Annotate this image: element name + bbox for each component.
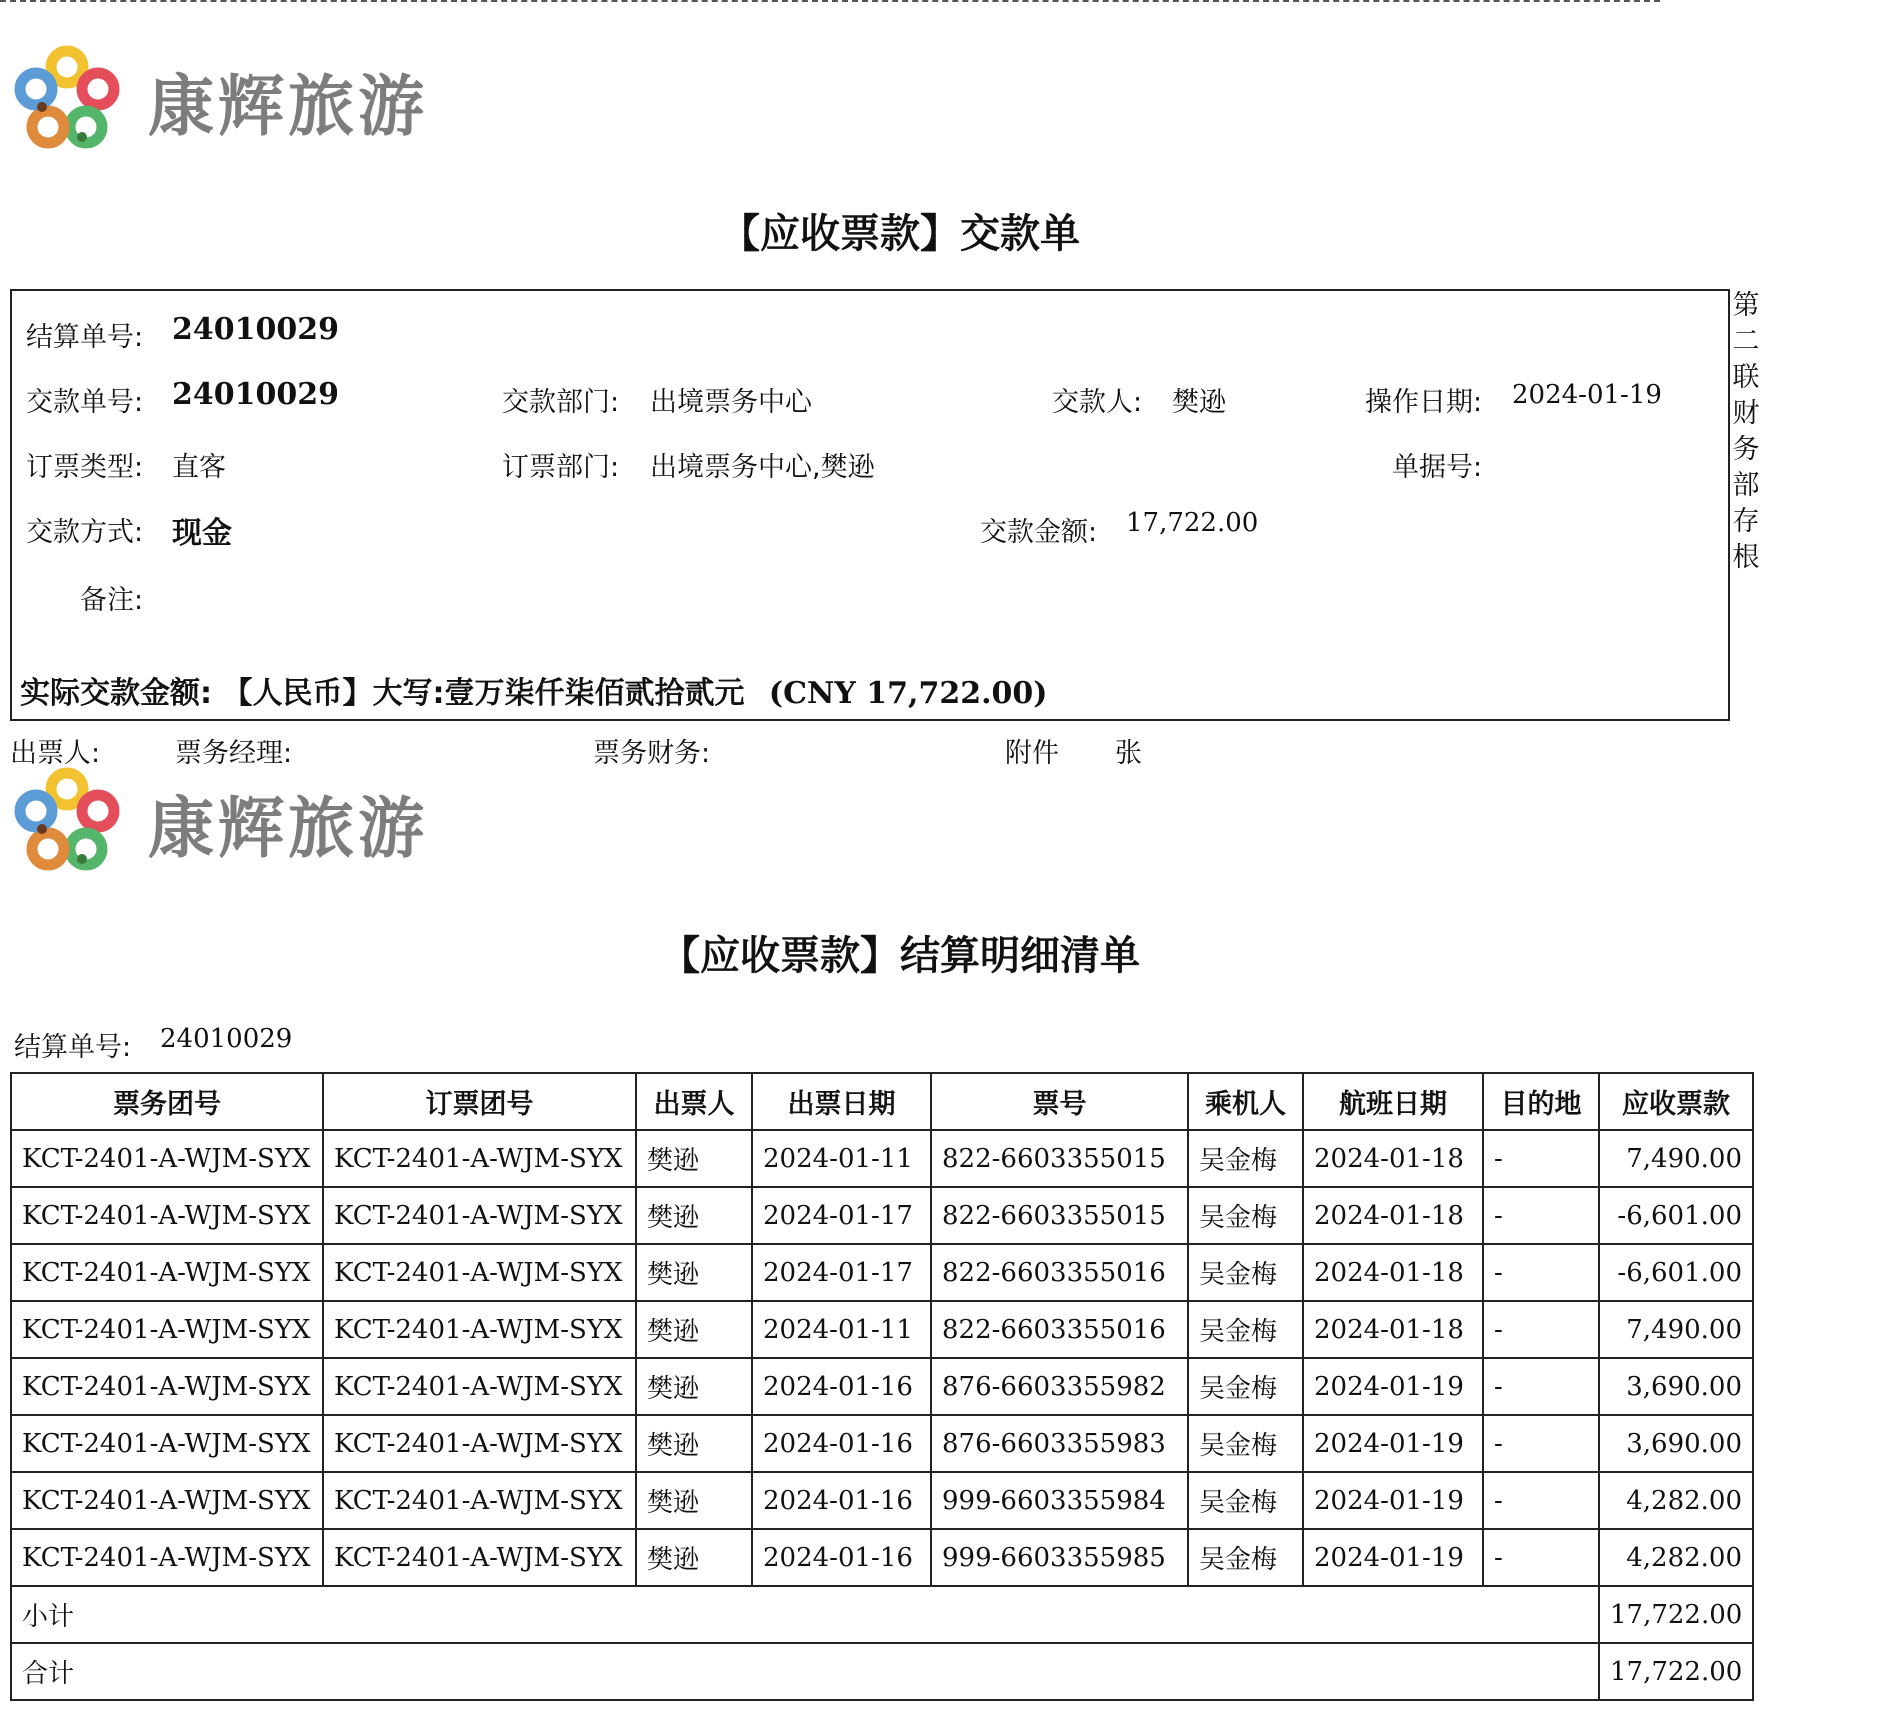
flight-date-cell: 2024-01-19: [1303, 1415, 1483, 1472]
issue-date-cell: 2024-01-16: [752, 1415, 931, 1472]
header-ticket-no: 票号: [931, 1073, 1188, 1130]
ticket-group-cell: KCT-2401-A-WJM-SYX: [11, 1244, 323, 1301]
flight-date-cell: 2024-01-19: [1303, 1472, 1483, 1529]
flight-date-cell: 2024-01-19: [1303, 1358, 1483, 1415]
table-row: [11, 1358, 1753, 1415]
flower-logo-icon: [12, 45, 122, 155]
total-row: [11, 1643, 1753, 1700]
attachment-label: 附件: [1005, 738, 1059, 769]
actual-amount-cny: (CNY 17,722.00): [768, 676, 1048, 711]
order-group-cell: KCT-2401-A-WJM-SYX: [323, 1529, 636, 1586]
pay-dept-label: 交款部门:: [502, 387, 620, 418]
order-group-cell: KCT-2401-A-WJM-SYX: [323, 1301, 636, 1358]
passenger-cell: 吴金梅: [1188, 1130, 1303, 1187]
destination-cell: -: [1483, 1529, 1599, 1586]
flight-date-cell: 2024-01-19: [1303, 1529, 1483, 1586]
issuer-cell: 樊逊: [636, 1187, 752, 1244]
issue-date-cell: 2024-01-16: [752, 1529, 931, 1586]
settle-no-value: 24010029: [172, 312, 339, 347]
amount-label: 交款金额:: [980, 517, 1098, 548]
receivable-cell: 4,282.00: [1599, 1529, 1753, 1586]
header-passenger: 乘机人: [1188, 1073, 1303, 1130]
flight-date-cell: 2024-01-18: [1303, 1244, 1483, 1301]
company-logo: [12, 40, 432, 160]
flight-date-cell: 2024-01-18: [1303, 1130, 1483, 1187]
settle-no-label: 结算单号:: [26, 322, 144, 353]
issuer-cell: 樊逊: [636, 1244, 752, 1301]
issue-date-cell: 2024-01-16: [752, 1358, 931, 1415]
receivable-cell: -6,601.00: [1599, 1244, 1753, 1301]
header-receivable: 应收票款: [1599, 1073, 1753, 1130]
attachment-unit: 张: [1115, 738, 1142, 769]
ticket-group-cell: KCT-2401-A-WJM-SYX: [11, 1529, 323, 1586]
finance-sign-label: 票务财务:: [593, 738, 711, 769]
receipt-title: 【应收票款】交款单: [720, 211, 1080, 257]
total-label: 合计: [11, 1643, 1599, 1700]
order-group-cell: KCT-2401-A-WJM-SYX: [323, 1244, 636, 1301]
passenger-cell: 吴金梅: [1188, 1301, 1303, 1358]
table-row: [11, 1415, 1753, 1472]
op-date-label: 操作日期:: [1365, 387, 1483, 418]
order-dept-label: 订票部门:: [502, 452, 620, 483]
table-row: [11, 1187, 1753, 1244]
receivable-cell: 4,282.00: [1599, 1472, 1753, 1529]
op-date-value: 2024-01-19: [1512, 380, 1662, 410]
destination-cell: -: [1483, 1301, 1599, 1358]
settlement-detail-table: [10, 1072, 1754, 1701]
ticket-no-cell: 999-6603355985: [931, 1529, 1188, 1586]
receivable-cell: 3,690.00: [1599, 1358, 1753, 1415]
receipt-box: [10, 289, 1730, 721]
ticket-group-cell: KCT-2401-A-WJM-SYX: [11, 1472, 323, 1529]
issue-date-cell: 2024-01-17: [752, 1244, 931, 1301]
order-type-value: 直客: [172, 452, 226, 483]
destination-cell: -: [1483, 1472, 1599, 1529]
company-name: 康辉旅游: [148, 67, 428, 145]
company-name-2: 康辉旅游: [148, 789, 428, 867]
manager-sign-label: 票务经理:: [175, 738, 293, 769]
detail-title: 【应收票款】结算明细清单: [660, 933, 1140, 979]
issuer-cell: 樊逊: [636, 1415, 752, 1472]
header-destination: 目的地: [1483, 1073, 1599, 1130]
order-type-label: 订票类型:: [26, 452, 144, 483]
ticket-no-cell: 999-6603355984: [931, 1472, 1188, 1529]
order-group-cell: KCT-2401-A-WJM-SYX: [323, 1187, 636, 1244]
passenger-cell: 吴金梅: [1188, 1358, 1303, 1415]
issuer-cell: 樊逊: [636, 1130, 752, 1187]
header-order-group: 订票团号: [323, 1073, 636, 1130]
actual-amount-text: 实际交款金额: 【人民币】大写:壹万柒仟柒佰贰拾贰元: [20, 676, 745, 711]
issue-date-cell: 2024-01-11: [752, 1130, 931, 1187]
subtotal-label: 小计: [11, 1586, 1599, 1643]
destination-cell: -: [1483, 1130, 1599, 1187]
ticket-group-cell: KCT-2401-A-WJM-SYX: [11, 1130, 323, 1187]
destination-cell: -: [1483, 1187, 1599, 1244]
amount-value: 17,722.00: [1126, 508, 1259, 538]
receivable-cell: 7,490.00: [1599, 1130, 1753, 1187]
passenger-cell: 吴金梅: [1188, 1415, 1303, 1472]
subtotal-value: 17,722.00: [1599, 1586, 1753, 1643]
issuer-sign-label: 出票人:: [10, 738, 101, 769]
settle-no-field: [26, 315, 143, 354]
pay-method-value: 现金: [172, 516, 232, 551]
ticket-no-cell: 822-6603355015: [931, 1130, 1188, 1187]
table-row: [11, 1244, 1753, 1301]
header-ticket-group: 票务团号: [11, 1073, 323, 1130]
order-group-cell: KCT-2401-A-WJM-SYX: [323, 1358, 636, 1415]
receivable-cell: 7,490.00: [1599, 1301, 1753, 1358]
flight-date-cell: 2024-01-18: [1303, 1301, 1483, 1358]
issuer-cell: 樊逊: [636, 1301, 752, 1358]
pay-no-label: 交款单号:: [26, 387, 144, 418]
receivable-cell: 3,690.00: [1599, 1415, 1753, 1472]
ticket-group-cell: KCT-2401-A-WJM-SYX: [11, 1187, 323, 1244]
issue-date-cell: 2024-01-11: [752, 1301, 931, 1358]
detail-settle-no-value: 24010029: [160, 1024, 293, 1054]
order-group-cell: KCT-2401-A-WJM-SYX: [323, 1472, 636, 1529]
order-dept-value: 出境票务中心,樊逊: [650, 452, 875, 483]
passenger-cell: 吴金梅: [1188, 1187, 1303, 1244]
ticket-no-cell: 876-6603355982: [931, 1358, 1188, 1415]
company-logo-2: [12, 762, 432, 882]
header-issue-date: 出票日期: [752, 1073, 931, 1130]
payer-value: 樊逊: [1172, 387, 1226, 418]
stub-copy-note: 第二联财务部存根: [1732, 290, 1760, 573]
table-row: [11, 1130, 1753, 1187]
passenger-cell: 吴金梅: [1188, 1529, 1303, 1586]
issue-date-cell: 2024-01-16: [752, 1472, 931, 1529]
flight-date-cell: 2024-01-18: [1303, 1187, 1483, 1244]
total-value: 17,722.00: [1599, 1643, 1753, 1700]
issuer-cell: 樊逊: [636, 1529, 752, 1586]
actual-amount-line: [20, 668, 1047, 712]
pay-method-label: 交款方式:: [26, 517, 144, 548]
flower-logo-icon: [12, 767, 122, 877]
detail-settle-no-label: 结算单号:: [14, 1032, 132, 1063]
ticket-no-cell: 822-6603355016: [931, 1301, 1188, 1358]
passenger-cell: 吴金梅: [1188, 1244, 1303, 1301]
ticket-no-cell: 876-6603355983: [931, 1415, 1188, 1472]
destination-cell: -: [1483, 1415, 1599, 1472]
order-group-cell: KCT-2401-A-WJM-SYX: [323, 1130, 636, 1187]
destination-cell: -: [1483, 1358, 1599, 1415]
table-header-row: [11, 1073, 1753, 1130]
remark-label: 备注:: [80, 585, 144, 616]
doc-no-label: 单据号:: [1392, 452, 1483, 483]
ticket-no-cell: 822-6603355015: [931, 1187, 1188, 1244]
ticket-group-cell: KCT-2401-A-WJM-SYX: [11, 1358, 323, 1415]
top-dashed-rule: [0, 0, 1660, 2]
table-row: [11, 1472, 1753, 1529]
ticket-group-cell: KCT-2401-A-WJM-SYX: [11, 1301, 323, 1358]
passenger-cell: 吴金梅: [1188, 1472, 1303, 1529]
header-issuer: 出票人: [636, 1073, 752, 1130]
issuer-cell: 樊逊: [636, 1358, 752, 1415]
ticket-group-cell: KCT-2401-A-WJM-SYX: [11, 1415, 323, 1472]
table-row: [11, 1529, 1753, 1586]
subtotal-row: [11, 1586, 1753, 1643]
destination-cell: -: [1483, 1244, 1599, 1301]
receivable-cell: -6,601.00: [1599, 1187, 1753, 1244]
ticket-no-cell: 822-6603355016: [931, 1244, 1188, 1301]
order-group-cell: KCT-2401-A-WJM-SYX: [323, 1415, 636, 1472]
pay-no-value: 24010029: [172, 377, 339, 412]
header-flight-date: 航班日期: [1303, 1073, 1483, 1130]
pay-dept-value: 出境票务中心: [650, 387, 812, 418]
issue-date-cell: 2024-01-17: [752, 1187, 931, 1244]
issuer-cell: 樊逊: [636, 1472, 752, 1529]
table-row: [11, 1301, 1753, 1358]
payer-label: 交款人:: [1052, 387, 1143, 418]
